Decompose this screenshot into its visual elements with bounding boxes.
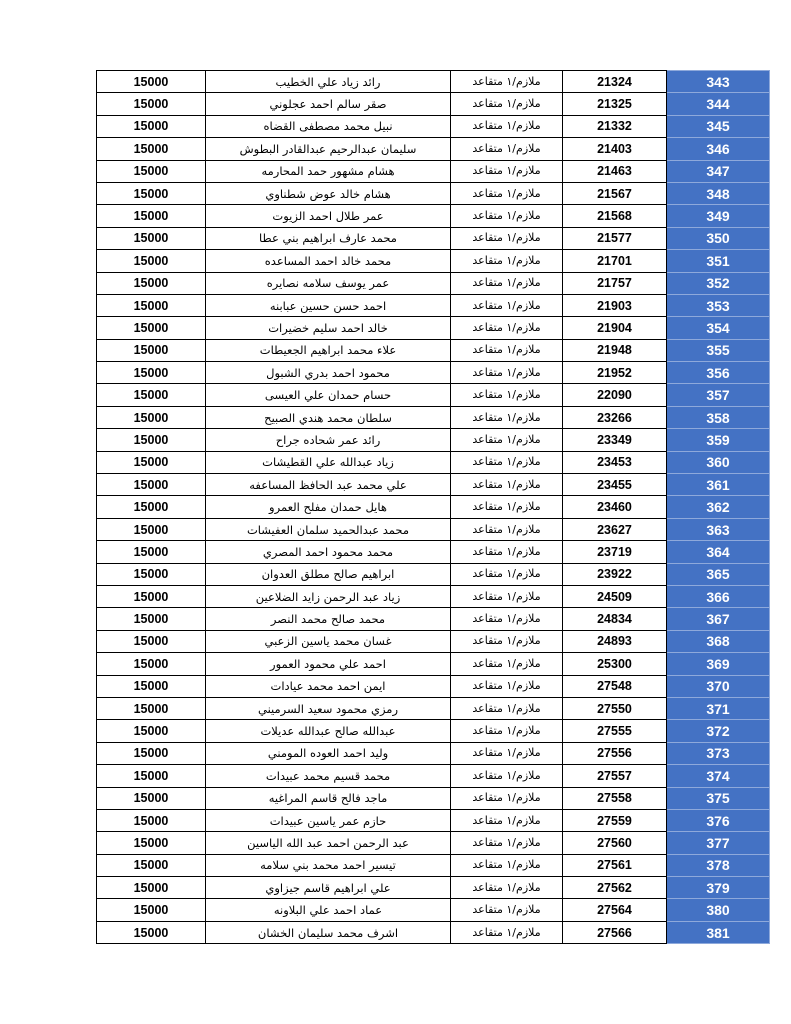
name-cell: حسام حمدان علي العيسى (206, 384, 451, 406)
rank-cell: ملازم/١ متقاعد (451, 227, 563, 249)
table-row (97, 205, 770, 227)
row-number-cell: 365 (667, 563, 770, 585)
table-row (97, 496, 770, 518)
rank-cell: ملازم/١ متقاعد (451, 608, 563, 630)
table-row (97, 317, 770, 339)
row-number-cell: 344 (667, 93, 770, 115)
amount-cell: 15000 (97, 496, 206, 518)
rank-cell: ملازم/١ متقاعد (451, 653, 563, 675)
code-cell: 21701 (563, 250, 667, 272)
rank-cell: ملازم/١ متقاعد (451, 93, 563, 115)
row-number-cell: 372 (667, 720, 770, 742)
row-number-cell: 363 (667, 518, 770, 540)
name-cell: احمد حسن حسين عبابنه (206, 294, 451, 316)
amount-cell: 15000 (97, 339, 206, 361)
code-cell: 23460 (563, 496, 667, 518)
row-number-cell: 368 (667, 630, 770, 652)
rank-cell: ملازم/١ متقاعد (451, 787, 563, 809)
amount-cell: 15000 (97, 921, 206, 943)
amount-cell: 15000 (97, 697, 206, 719)
table-row (97, 697, 770, 719)
rank-cell: ملازم/١ متقاعد (451, 854, 563, 876)
name-cell: نبيل محمد مصطفى القضاه (206, 115, 451, 137)
amount-cell: 15000 (97, 138, 206, 160)
amount-cell: 15000 (97, 227, 206, 249)
code-cell: 23453 (563, 451, 667, 473)
rank-cell: ملازم/١ متقاعد (451, 675, 563, 697)
rank-cell: ملازم/١ متقاعد (451, 160, 563, 182)
name-cell: علي محمد عبد الحافظ المساعفه (206, 474, 451, 496)
row-number-cell: 354 (667, 317, 770, 339)
amount-cell: 15000 (97, 429, 206, 451)
amount-cell: 15000 (97, 205, 206, 227)
rank-cell: ملازم/١ متقاعد (451, 832, 563, 854)
name-cell: ابراهيم صالح مطلق العدوان (206, 563, 451, 585)
amount-cell: 15000 (97, 585, 206, 607)
name-cell: محمد عارف ابراهيم بني عطا (206, 227, 451, 249)
rank-cell: ملازم/١ متقاعد (451, 697, 563, 719)
code-cell: 23627 (563, 518, 667, 540)
table-row (97, 541, 770, 563)
code-cell: 21567 (563, 182, 667, 204)
name-cell: محمود احمد بدري الشبول (206, 362, 451, 384)
amount-cell: 15000 (97, 809, 206, 831)
name-cell: محمد خالد احمد المساعده (206, 250, 451, 272)
row-number-cell: 367 (667, 608, 770, 630)
code-cell: 27561 (563, 854, 667, 876)
rank-cell: ملازم/١ متقاعد (451, 809, 563, 831)
amount-cell: 15000 (97, 653, 206, 675)
code-cell: 23922 (563, 563, 667, 585)
table-row (97, 675, 770, 697)
code-cell: 27558 (563, 787, 667, 809)
amount-cell: 15000 (97, 362, 206, 384)
row-number-cell: 376 (667, 809, 770, 831)
rank-cell: ملازم/١ متقاعد (451, 384, 563, 406)
name-cell: غسان محمد ياسين الزعبي (206, 630, 451, 652)
amount-cell: 15000 (97, 250, 206, 272)
retirees-table-container (96, 70, 764, 944)
code-cell: 21325 (563, 93, 667, 115)
rank-cell: ملازم/١ متقاعد (451, 272, 563, 294)
table-row (97, 608, 770, 630)
rank-cell: ملازم/١ متقاعد (451, 630, 563, 652)
amount-cell: 15000 (97, 742, 206, 764)
row-number-cell: 377 (667, 832, 770, 854)
amount-cell: 15000 (97, 854, 206, 876)
code-cell: 25300 (563, 653, 667, 675)
amount-cell: 15000 (97, 182, 206, 204)
rank-cell: ملازم/١ متقاعد (451, 115, 563, 137)
name-cell: رائد عمر شحاده جراح (206, 429, 451, 451)
name-cell: سلطان محمد هندي الصبيح (206, 406, 451, 428)
rank-cell: ملازم/١ متقاعد (451, 339, 563, 361)
row-number-cell: 355 (667, 339, 770, 361)
name-cell: صقر سالم احمد عجلوني (206, 93, 451, 115)
row-number-cell: 381 (667, 921, 770, 943)
row-number-cell: 350 (667, 227, 770, 249)
code-cell: 27548 (563, 675, 667, 697)
name-cell: محمد قسيم محمد عبيدات (206, 765, 451, 787)
row-number-cell: 379 (667, 877, 770, 899)
amount-cell: 15000 (97, 317, 206, 339)
name-cell: علي ابراهيم قاسم جيزاوي (206, 877, 451, 899)
code-cell: 23719 (563, 541, 667, 563)
row-number-cell: 362 (667, 496, 770, 518)
code-cell: 27555 (563, 720, 667, 742)
rank-cell: ملازم/١ متقاعد (451, 317, 563, 339)
rank-cell: ملازم/١ متقاعد (451, 71, 563, 93)
rank-cell: ملازم/١ متقاعد (451, 921, 563, 943)
name-cell: ايمن احمد محمد عيادات (206, 675, 451, 697)
rank-cell: ملازم/١ متقاعد (451, 720, 563, 742)
code-cell: 21903 (563, 294, 667, 316)
table-row (97, 93, 770, 115)
amount-cell: 15000 (97, 563, 206, 585)
table-row (97, 339, 770, 361)
name-cell: زياد عبد الرحمن زايد الضلاعين (206, 585, 451, 607)
code-cell: 27562 (563, 877, 667, 899)
row-number-cell: 343 (667, 71, 770, 93)
code-cell: 22090 (563, 384, 667, 406)
name-cell: عبد الرحمن احمد عبد الله الياسين (206, 832, 451, 854)
name-cell: رمزي محمود سعيد السرميني (206, 697, 451, 719)
rank-cell: ملازم/١ متقاعد (451, 541, 563, 563)
rank-cell: ملازم/١ متقاعد (451, 585, 563, 607)
code-cell: 21948 (563, 339, 667, 361)
table-row (97, 720, 770, 742)
amount-cell: 15000 (97, 832, 206, 854)
amount-cell: 15000 (97, 899, 206, 921)
table-row (97, 160, 770, 182)
row-number-cell: 374 (667, 765, 770, 787)
table-row (97, 809, 770, 831)
name-cell: خالد احمد سليم خضيرات (206, 317, 451, 339)
rank-cell: ملازم/١ متقاعد (451, 362, 563, 384)
table-row (97, 854, 770, 876)
name-cell: عبدالله صالح عبدالله عديلات (206, 720, 451, 742)
row-number-cell: 347 (667, 160, 770, 182)
table-row (97, 899, 770, 921)
table-body (97, 71, 770, 944)
code-cell: 21757 (563, 272, 667, 294)
code-cell: 21463 (563, 160, 667, 182)
table-row (97, 877, 770, 899)
code-cell: 27559 (563, 809, 667, 831)
table-row (97, 451, 770, 473)
rank-cell: ملازم/١ متقاعد (451, 205, 563, 227)
amount-cell: 15000 (97, 877, 206, 899)
amount-cell: 15000 (97, 474, 206, 496)
table-row (97, 518, 770, 540)
name-cell: احمد علي محمود العمور (206, 653, 451, 675)
table-row (97, 250, 770, 272)
code-cell: 21577 (563, 227, 667, 249)
rank-cell: ملازم/١ متقاعد (451, 496, 563, 518)
rank-cell: ملازم/١ متقاعد (451, 182, 563, 204)
name-cell: هشام خالد عوض شطناوي (206, 182, 451, 204)
name-cell: محمد صالح محمد النصر (206, 608, 451, 630)
rank-cell: ملازم/١ متقاعد (451, 742, 563, 764)
row-number-cell: 371 (667, 697, 770, 719)
code-cell: 23349 (563, 429, 667, 451)
table-row (97, 585, 770, 607)
name-cell: وليد احمد العوده المومني (206, 742, 451, 764)
code-cell: 24834 (563, 608, 667, 630)
code-cell: 24893 (563, 630, 667, 652)
code-cell: 21952 (563, 362, 667, 384)
row-number-cell: 369 (667, 653, 770, 675)
table-row (97, 71, 770, 93)
row-number-cell: 375 (667, 787, 770, 809)
table-row (97, 765, 770, 787)
table-row (97, 182, 770, 204)
name-cell: سليمان عبدالرحيم عبدالقادر البطوش (206, 138, 451, 160)
amount-cell: 15000 (97, 384, 206, 406)
row-number-cell: 352 (667, 272, 770, 294)
name-cell: محمد عبدالحميد سلمان العفيشات (206, 518, 451, 540)
row-number-cell: 360 (667, 451, 770, 473)
code-cell: 27556 (563, 742, 667, 764)
row-number-cell: 348 (667, 182, 770, 204)
code-cell: 23266 (563, 406, 667, 428)
row-number-cell: 366 (667, 585, 770, 607)
row-number-cell: 370 (667, 675, 770, 697)
table-row (97, 227, 770, 249)
row-number-cell: 357 (667, 384, 770, 406)
amount-cell: 15000 (97, 115, 206, 137)
table-row (97, 115, 770, 137)
amount-cell: 15000 (97, 720, 206, 742)
amount-cell: 15000 (97, 272, 206, 294)
amount-cell: 15000 (97, 630, 206, 652)
amount-cell: 15000 (97, 71, 206, 93)
table-row (97, 272, 770, 294)
rank-cell: ملازم/١ متقاعد (451, 406, 563, 428)
table-row (97, 563, 770, 585)
code-cell: 27557 (563, 765, 667, 787)
rank-cell: ملازم/١ متقاعد (451, 138, 563, 160)
code-cell: 21403 (563, 138, 667, 160)
row-number-cell: 353 (667, 294, 770, 316)
name-cell: هشام مشهور حمد المحارمه (206, 160, 451, 182)
rank-cell: ملازم/١ متقاعد (451, 451, 563, 473)
table-row (97, 787, 770, 809)
row-number-cell: 359 (667, 429, 770, 451)
rank-cell: ملازم/١ متقاعد (451, 877, 563, 899)
amount-cell: 15000 (97, 608, 206, 630)
name-cell: علاء محمد ابراهيم الجعيطات (206, 339, 451, 361)
name-cell: تيسير احمد محمد بني سلامه (206, 854, 451, 876)
amount-cell: 15000 (97, 765, 206, 787)
rank-cell: ملازم/١ متقاعد (451, 250, 563, 272)
table-row (97, 630, 770, 652)
name-cell: محمد محمود احمد المصري (206, 541, 451, 563)
name-cell: رائد زياد علي الخطيب (206, 71, 451, 93)
amount-cell: 15000 (97, 451, 206, 473)
row-number-cell: 351 (667, 250, 770, 272)
rank-cell: ملازم/١ متقاعد (451, 429, 563, 451)
table-row (97, 832, 770, 854)
amount-cell: 15000 (97, 518, 206, 540)
rank-cell: ملازم/١ متقاعد (451, 563, 563, 585)
table-row (97, 653, 770, 675)
row-number-cell: 361 (667, 474, 770, 496)
table-row (97, 921, 770, 943)
name-cell: ماجد فالح قاسم المراغيه (206, 787, 451, 809)
amount-cell: 15000 (97, 93, 206, 115)
rank-cell: ملازم/١ متقاعد (451, 899, 563, 921)
table-row (97, 406, 770, 428)
table-row (97, 384, 770, 406)
name-cell: زياد عبدالله علي القطيشات (206, 451, 451, 473)
name-cell: اشرف محمد سليمان الخشان (206, 921, 451, 943)
row-number-cell: 356 (667, 362, 770, 384)
name-cell: حازم عمر ياسين عبيدات (206, 809, 451, 831)
amount-cell: 15000 (97, 294, 206, 316)
row-number-cell: 345 (667, 115, 770, 137)
table-row (97, 294, 770, 316)
amount-cell: 15000 (97, 406, 206, 428)
row-number-cell: 373 (667, 742, 770, 764)
amount-cell: 15000 (97, 541, 206, 563)
table-row (97, 429, 770, 451)
amount-cell: 15000 (97, 675, 206, 697)
row-number-cell: 358 (667, 406, 770, 428)
code-cell: 23455 (563, 474, 667, 496)
retirees-table (96, 70, 770, 944)
code-cell: 27560 (563, 832, 667, 854)
table-row (97, 742, 770, 764)
code-cell: 27564 (563, 899, 667, 921)
row-number-cell: 349 (667, 205, 770, 227)
rank-cell: ملازم/١ متقاعد (451, 294, 563, 316)
rank-cell: ملازم/١ متقاعد (451, 518, 563, 540)
amount-cell: 15000 (97, 160, 206, 182)
table-row (97, 138, 770, 160)
row-number-cell: 378 (667, 854, 770, 876)
code-cell: 27550 (563, 697, 667, 719)
row-number-cell: 364 (667, 541, 770, 563)
row-number-cell: 380 (667, 899, 770, 921)
table-row (97, 474, 770, 496)
code-cell: 21324 (563, 71, 667, 93)
code-cell: 24509 (563, 585, 667, 607)
name-cell: عمر يوسف سلامه نصايره (206, 272, 451, 294)
amount-cell: 15000 (97, 787, 206, 809)
code-cell: 21904 (563, 317, 667, 339)
row-number-cell: 346 (667, 138, 770, 160)
code-cell: 21332 (563, 115, 667, 137)
name-cell: عماد احمد علي البلاونه (206, 899, 451, 921)
code-cell: 27566 (563, 921, 667, 943)
table-row (97, 362, 770, 384)
rank-cell: ملازم/١ متقاعد (451, 474, 563, 496)
name-cell: هايل حمدان مفلح العمرو (206, 496, 451, 518)
rank-cell: ملازم/١ متقاعد (451, 765, 563, 787)
code-cell: 21568 (563, 205, 667, 227)
name-cell: عمر طلال احمد الزيوت (206, 205, 451, 227)
